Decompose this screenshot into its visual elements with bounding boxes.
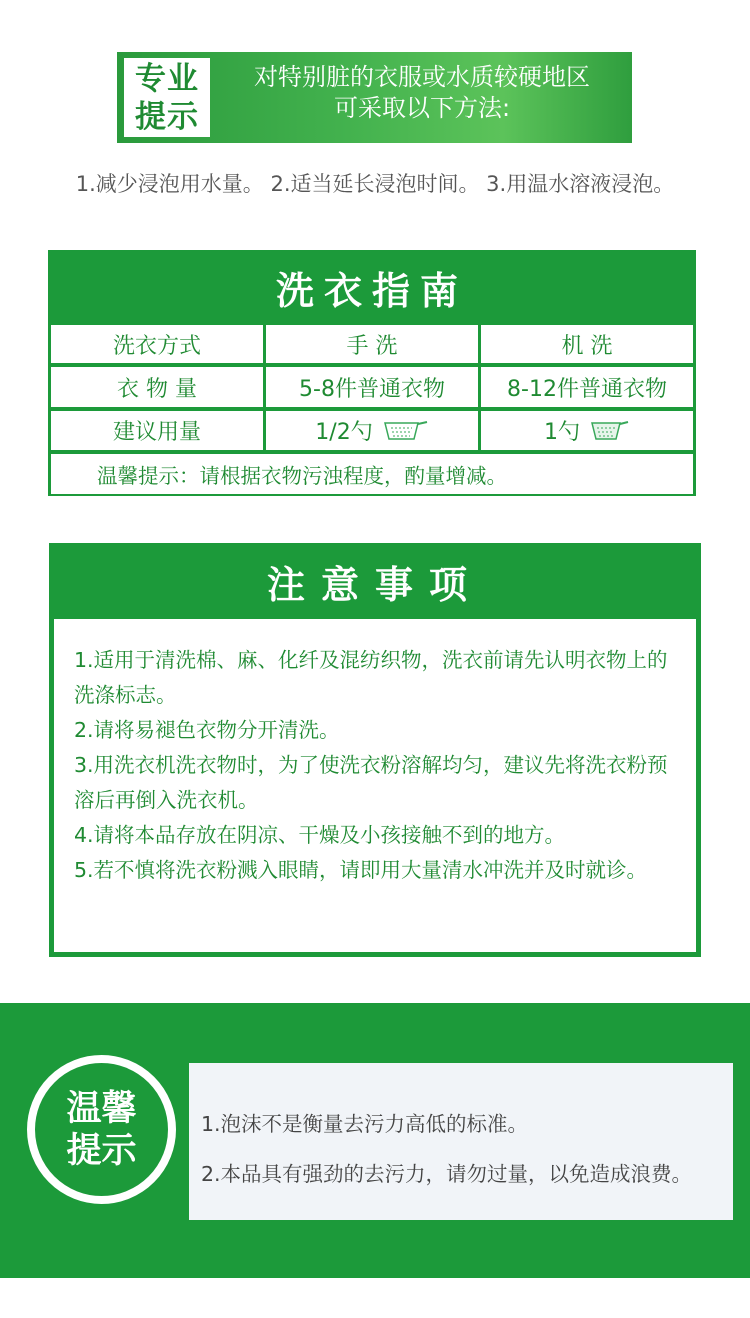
- row-laundry-amount-machine: 8-12件普通衣物: [481, 367, 693, 407]
- measuring-scoop-icon: [590, 420, 630, 442]
- washing-guide-title: 洗衣指南: [275, 268, 468, 313]
- dosage-hand-value: 1/2勺: [315, 420, 373, 445]
- tip-banner-text: [222, 62, 622, 124]
- row-dosage-label: 建议用量: [51, 411, 263, 450]
- notes-list: [74, 643, 684, 888]
- note-item: 4.请将本品存放在阴凉、干燥及小孩接触不到的地方。: [74, 823, 566, 847]
- tip-badge-line2: 提示: [135, 98, 199, 135]
- row-laundry-amount-label: 衣 物 量: [51, 367, 263, 407]
- tip-badge-line1: 专业: [135, 60, 199, 97]
- warm-tip-item: 1.泡沫不是衡量去污力高低的标准。: [201, 1112, 529, 1136]
- row-dosage-hand: [266, 411, 478, 450]
- measuring-scoop-icon: [383, 420, 429, 442]
- row-laundry-amount-hand: 5-8件普通衣物: [266, 367, 478, 407]
- note-item: 1.适用于清洗棉、麻、化纤及混纺织物，洗衣前请先认明衣物上的洗涤标志。: [74, 648, 668, 707]
- note-item: 2.请将易褪色衣物分开清洗。: [74, 718, 340, 742]
- note-item: 3.用洗衣机洗衣物时，为了使洗衣粉溶解均匀，建议先将洗衣粉预溶后再倒入洗衣机。: [74, 753, 668, 812]
- warm-badge-line1: 温馨: [66, 1088, 137, 1129]
- header-machine-wash: 机 洗: [481, 325, 693, 363]
- warm-tips-badge: [27, 1055, 176, 1204]
- row-dosage-machine: [481, 411, 693, 450]
- note-item: 5.若不慎将洗衣粉溅入眼睛，请即用大量清水冲洗并及时就诊。: [74, 858, 648, 882]
- warm-badge-line2: 提示: [66, 1130, 137, 1171]
- guide-warm-note: 温馨提示：请根据衣物污浊程度，酌量增减。: [51, 454, 693, 494]
- header-wash-method: 洗衣方式: [51, 325, 263, 363]
- professional-tip-badge: [124, 58, 210, 137]
- methods-text: 1.减少浸泡用水量。 2.适当延长浸泡时间。 3.用温水溶液浸泡。: [75, 172, 675, 196]
- notes-body: [54, 619, 696, 952]
- warm-tips-box: [189, 1063, 733, 1220]
- tip-text-line2: 可采取以下方法:: [333, 94, 511, 122]
- notes-title: 注意事项: [266, 562, 483, 607]
- dosage-machine-value: 1勺: [544, 420, 580, 445]
- header-hand-wash: 手 洗: [266, 325, 478, 363]
- warm-tip-item: 2.本品具有强劲的去污力，请勿过量，以免造成浪费。: [201, 1162, 693, 1186]
- tip-text-line1: 对特别脏的衣服或水质较硬地区: [254, 63, 590, 91]
